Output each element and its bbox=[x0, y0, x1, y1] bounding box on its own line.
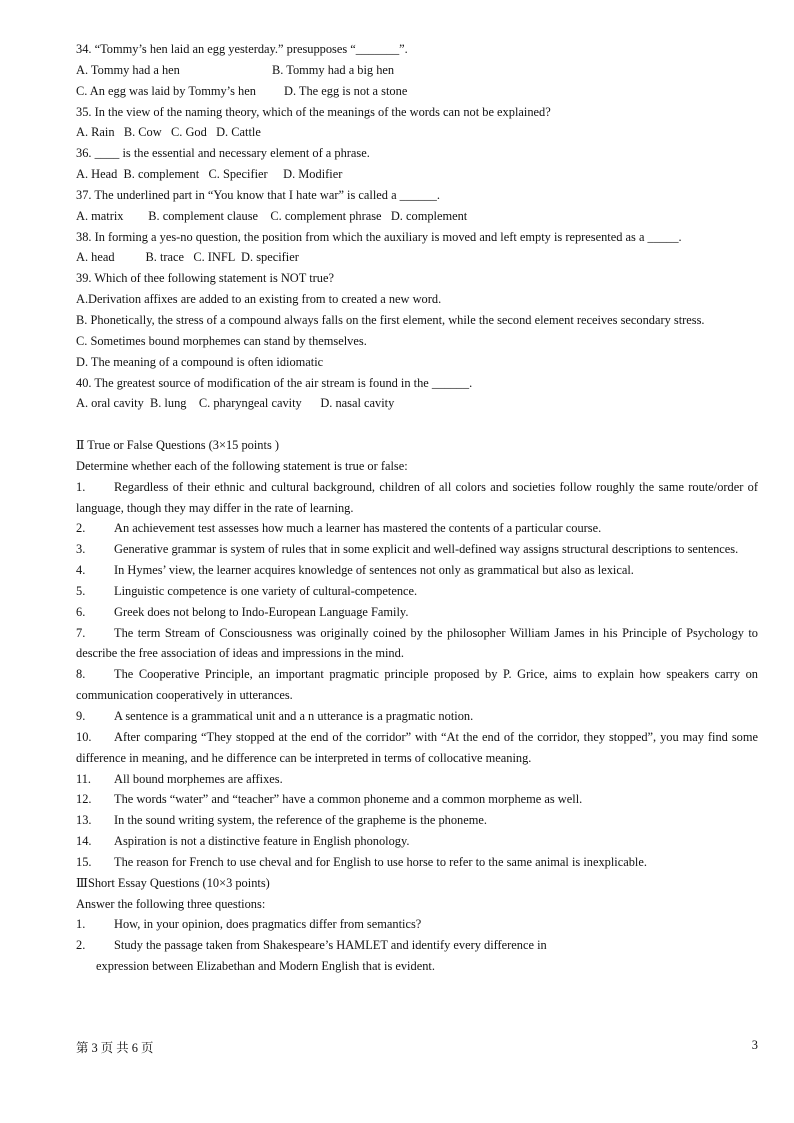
essay-item-number: 2. bbox=[76, 938, 86, 953]
option-b: B. Tommy had a big hen bbox=[272, 62, 395, 77]
tf-item-number: 3. bbox=[76, 542, 86, 557]
tf-item-text: In Hymes’ view, the learner acquires knowledge of sentences not only as grammatical but also as lexical. bbox=[114, 563, 634, 578]
question-39-option-c: C. Sometimes bound morphemes can stand by themselves. bbox=[76, 333, 367, 348]
page-footer bbox=[76, 1038, 758, 1056]
tf-item-number: 2. bbox=[76, 521, 86, 536]
question-34-options-cd bbox=[76, 81, 758, 102]
section-2-heading: Ⅱ True or False Questions (3×15 points ) bbox=[76, 438, 279, 453]
tf-item bbox=[76, 706, 758, 727]
question-37-options: A. matrix B. complement clause C. complement phrase D. complement bbox=[76, 208, 468, 223]
question-38-stem: 38. In forming a yes-no question, the position from which the auxiliary is moved and left empty is represented as a _____. bbox=[76, 229, 682, 244]
essay-item-text: How, in your opinion, does pragmatics differ from semantics? bbox=[114, 917, 422, 932]
tf-item-text: Greek does not belong to Indo-European Language Family. bbox=[114, 604, 409, 619]
tf-item bbox=[76, 581, 758, 602]
tf-item bbox=[76, 602, 758, 623]
essay-item bbox=[76, 935, 758, 956]
question-37-stem: 37. The underlined part in “You know that I hate war” is called a ______. bbox=[76, 187, 440, 202]
tf-item-text: After comparing “They stopped at the end of the corridor” with “At the end of the corridor, they stopped”, you may find some difference in meaning, and he difference can be interpreted in terms of collocative meaning. bbox=[76, 729, 758, 765]
tf-item-number: 13. bbox=[76, 813, 92, 828]
tf-item-number: 14. bbox=[76, 834, 92, 849]
tf-item-number: 1. bbox=[76, 479, 86, 494]
tf-item-number: 9. bbox=[76, 709, 86, 723]
question-39-option-a: A.Derivation affixes are added to an existing from to created a new word. bbox=[76, 292, 442, 307]
question-35-stem: 35. In the view of the naming theory, which of the meanings of the words can not be explained? bbox=[76, 104, 551, 119]
tf-item bbox=[76, 852, 758, 873]
essay-item-text: Study the passage taken from Shakespeare’s HAMLET and identify every difference in bbox=[114, 938, 547, 953]
option-d: D. The egg is not a stone bbox=[284, 83, 408, 98]
spacer bbox=[76, 414, 758, 435]
tf-item bbox=[76, 477, 758, 519]
question-39-option-d: D. The meaning of a compound is often idiomatic bbox=[76, 354, 324, 369]
section-2-instruction: Determine whether each of the following statement is true or false: bbox=[76, 458, 408, 473]
tf-item bbox=[76, 539, 758, 560]
tf-item bbox=[76, 560, 758, 581]
essay-item-number: 1. bbox=[76, 917, 86, 932]
tf-item bbox=[76, 789, 758, 810]
section-3-heading: ⅢShort Essay Questions (10×3 points) bbox=[76, 875, 270, 890]
tf-item-number: 6. bbox=[76, 604, 86, 619]
tf-item bbox=[76, 664, 758, 706]
option-a: A. Tommy had a hen bbox=[76, 62, 180, 77]
page-number: 3 bbox=[751, 1038, 758, 1052]
tf-item bbox=[76, 727, 758, 769]
question-36-options: A. Head B. complement C. Specifier D. Modifier bbox=[76, 167, 343, 182]
tf-item-number: 10. bbox=[76, 729, 92, 744]
question-35-options: A. Rain B. Cow C. God D. Cattle bbox=[76, 125, 261, 140]
tf-item bbox=[76, 518, 758, 539]
tf-item-text: The Cooperative Principle, an important pragmatic principle proposed by P. Grice, aims to explain how speakers carry on communication cooperatively in utterances. bbox=[76, 667, 758, 703]
tf-item-text: An achievement test assesses how much a learner has mastered the contents of a particular course. bbox=[114, 521, 602, 536]
tf-item-number: 7. bbox=[76, 625, 86, 640]
section-3-instruction: Answer the following three questions: bbox=[76, 896, 266, 911]
tf-item bbox=[76, 831, 758, 852]
question-34-options-ab bbox=[76, 60, 758, 81]
question-40-options: A. oral cavity B. lung C. pharyngeal cavity D. nasal cavity bbox=[76, 396, 395, 411]
essay-item-continuation: expression between Elizabethan and Modern English that is evident. bbox=[96, 959, 435, 974]
tf-item-text: The reason for French to use cheval and for English to use horse to refer to the same animal is inexplicable. bbox=[114, 854, 647, 869]
tf-item-text: Aspiration is not a distinctive feature in English phonology. bbox=[114, 834, 410, 849]
tf-item-number: 5. bbox=[76, 583, 86, 598]
tf-item-text: A sentence is a grammatical unit and a n utterance is a pragmatic notion. bbox=[114, 709, 474, 723]
document-page bbox=[76, 39, 758, 977]
tf-item-text: Regardless of their ethnic and cultural background, children of all colors and societies follow roughly the same route/order of language, though they may differ in the rate of learning. bbox=[76, 479, 758, 515]
question-39-stem: 39. Which of thee following statement is NOT true? bbox=[76, 271, 334, 286]
tf-item-text: Linguistic competence is one variety of cultural-competence. bbox=[114, 583, 418, 598]
tf-item-number: 15. bbox=[76, 854, 92, 869]
tf-item-text: All bound morphemes are affixes. bbox=[114, 771, 283, 786]
tf-item-text: In the sound writing system, the reference of the grapheme is the phoneme. bbox=[114, 813, 487, 828]
question-38-options: A. head B. trace C. INFL D. specifier bbox=[76, 250, 299, 265]
tf-item-number: 4. bbox=[76, 563, 86, 578]
tf-item-text: The term Stream of Consciousness was originally coined by the philosopher William James in his Principle of Psychology to describe the free association of ideas and impressions in the mind. bbox=[76, 625, 758, 661]
tf-item bbox=[76, 810, 758, 831]
true-false-list bbox=[76, 477, 758, 873]
tf-item-text: The words “water” and “teacher” have a common phoneme and a common morpheme as well. bbox=[114, 792, 583, 807]
question-39-option-b: B. Phonetically, the stress of a compound always falls on the first element, while the second element receives secondary stress. bbox=[76, 312, 705, 327]
page-count: 第 3 页 共 6 页 bbox=[76, 1041, 154, 1055]
essay-item bbox=[76, 914, 758, 935]
question-36-stem: 36. ____ is the essential and necessary element of a phrase. bbox=[76, 146, 370, 161]
tf-item bbox=[76, 623, 758, 665]
tf-item bbox=[76, 769, 758, 790]
tf-item-number: 8. bbox=[76, 667, 86, 682]
tf-item-number: 12. bbox=[76, 792, 92, 807]
tf-item-number: 11. bbox=[76, 771, 92, 786]
question-40-stem: 40. The greatest source of modification of the air stream is found in the ______. bbox=[76, 375, 473, 390]
tf-item-text: Generative grammar is system of rules that in some explicit and well-defined way assigns structural descriptions to sentences. bbox=[114, 542, 739, 557]
option-c: C. An egg was laid by Tommy’s hen bbox=[76, 83, 256, 98]
question-34-stem: 34. “Tommy’s hen laid an egg yesterday.” presupposes “_______”. bbox=[76, 42, 408, 56]
